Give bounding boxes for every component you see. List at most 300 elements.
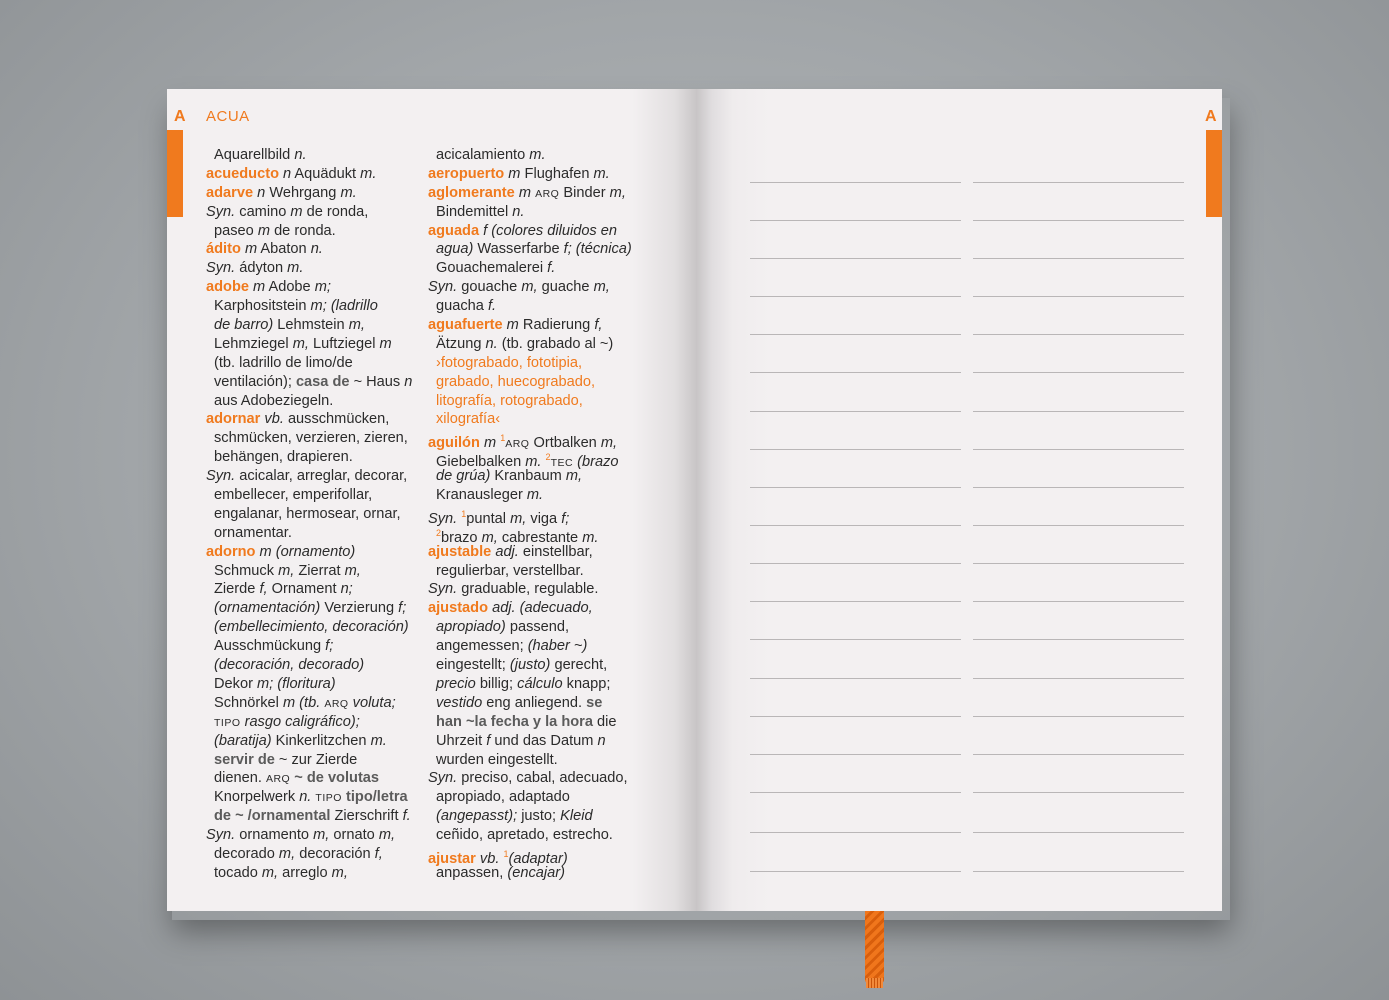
entry-text: n <box>404 373 413 390</box>
entry-line <box>428 486 632 505</box>
entry-line <box>206 599 412 618</box>
entry-text: wurden eingestellt. <box>436 751 558 768</box>
entry-text: m, <box>600 435 618 452</box>
entry-text: Aquädukt <box>294 165 357 182</box>
entry-text: Ortbalken <box>533 435 597 452</box>
entry-line <box>428 694 632 713</box>
entry-text: ajustado <box>428 600 489 617</box>
entry-line <box>428 354 632 373</box>
entry-text: Uhrzeit <box>436 732 483 749</box>
entry-line <box>428 807 632 826</box>
entry-text: 1 <box>503 848 509 859</box>
right-page <box>696 89 1222 911</box>
entry-text: Syn. <box>428 581 458 598</box>
entry-text: Giebelbalken <box>436 454 522 471</box>
note-line <box>750 525 961 526</box>
note-line <box>973 832 1184 833</box>
entry-text: (decoración, decorado) <box>214 657 365 674</box>
entry-text: puntal <box>466 510 507 527</box>
entry-text: die <box>597 713 617 730</box>
entry-text: litografía, rotograbado, <box>436 392 583 409</box>
entry-text: m, <box>278 845 296 862</box>
entry-text: ARQ <box>324 697 349 710</box>
entry-line <box>428 165 632 184</box>
entry-text: m, <box>344 562 361 579</box>
entry-text: f; (técnica) <box>563 241 632 258</box>
entry-text: ajustar <box>428 850 476 867</box>
entry-text: de barro) <box>214 317 274 334</box>
note-line <box>973 258 1184 259</box>
note-line <box>750 334 961 335</box>
dictionary-column-1 <box>206 146 412 883</box>
entry-text: Lehmziegel <box>214 335 289 352</box>
entry-text: m <box>508 165 521 182</box>
entry-text: f, <box>374 845 383 862</box>
note-line <box>973 411 1184 412</box>
entry-text: ceñido, apretado, estrecho. <box>436 827 613 844</box>
entry-text: Wehrgang <box>269 184 337 201</box>
entry-text: m. <box>526 487 544 504</box>
entry-text: servir de <box>214 751 275 768</box>
entry-line <box>428 599 632 618</box>
entry-text: Flughafen <box>524 165 590 182</box>
note-line <box>973 334 1184 335</box>
note-line <box>973 754 1184 755</box>
note-line <box>973 871 1184 872</box>
entry-line <box>206 656 412 675</box>
entry-text: ~ zur Zierde <box>278 751 358 768</box>
entry-text: m <box>257 222 270 239</box>
entry-line <box>428 713 632 732</box>
entry-line <box>428 505 632 527</box>
note-line <box>973 182 1184 183</box>
entry-text: ARQ <box>535 187 560 200</box>
entry-text: voluta; <box>352 694 396 711</box>
entry-text: adornar <box>206 411 261 428</box>
entry-text: Syn. <box>428 279 458 296</box>
entry-line <box>428 146 632 165</box>
entry-text: passend, <box>509 619 570 636</box>
entry-text: vestido <box>436 694 483 711</box>
note-line <box>750 487 961 488</box>
entry-text: de grúa) <box>436 468 491 485</box>
entry-text: m, <box>521 279 538 296</box>
entry-line <box>428 335 632 354</box>
entry-text: 2 <box>436 527 442 538</box>
entry-line <box>428 580 632 599</box>
entry-line <box>206 751 412 770</box>
entry-text: Zierschrift <box>334 808 399 825</box>
entry-line <box>428 675 632 694</box>
dictionary-column-2 <box>428 146 632 883</box>
entry-line <box>206 278 412 297</box>
note-line <box>750 716 961 717</box>
entry-line <box>428 316 632 335</box>
entry-line <box>428 448 632 471</box>
entry-text: m. <box>582 529 599 546</box>
note-line <box>973 716 1184 717</box>
entry-text: preciso, cabal, adecuado, <box>461 770 628 787</box>
note-line <box>973 220 1184 221</box>
entry-text: viga <box>530 510 558 527</box>
entry-text: paseo <box>214 222 254 239</box>
entry-text: decoración <box>299 845 371 862</box>
entry-text: Lehmstein <box>277 317 345 334</box>
entry-text: ádito <box>206 241 241 258</box>
entry-text: m, <box>261 864 279 881</box>
entry-text: han ~la fecha y la hora <box>436 713 593 730</box>
entry-text: ádyton <box>239 260 284 277</box>
entry-line <box>206 694 412 713</box>
entry-line <box>206 335 412 354</box>
entry-text: m <box>506 317 519 334</box>
entry-line <box>428 203 632 222</box>
entry-line <box>428 618 632 637</box>
entry-text: Syn. <box>206 203 236 220</box>
entry-text: n; <box>340 581 353 598</box>
entry-text: m <box>379 335 392 352</box>
entry-text: se <box>586 694 603 711</box>
entry-line <box>428 373 632 392</box>
entry-text: f <box>486 732 491 749</box>
entry-line <box>428 788 632 807</box>
entry-text: Radierung <box>522 317 591 334</box>
entry-line <box>428 562 632 581</box>
entry-line <box>206 203 412 222</box>
entry-text: m. <box>370 732 387 749</box>
entry-text: (colores diluidos en <box>491 222 618 239</box>
entry-text: Ornament <box>271 581 337 598</box>
entry-text: f, <box>259 581 268 598</box>
entry-line <box>428 751 632 770</box>
entry-text: TIPO <box>214 716 241 729</box>
entry-text: gouache <box>461 279 518 296</box>
entry-line <box>206 807 412 826</box>
note-line <box>973 792 1184 793</box>
entry-text: Abaton <box>260 241 307 258</box>
entry-text: (embellecimiento, decoración) <box>214 619 409 636</box>
entry-text: adorno <box>206 543 256 560</box>
entry-text: cabrestante <box>501 529 579 546</box>
entry-text: m, <box>565 468 583 485</box>
entry-text: einstellbar, <box>522 543 593 560</box>
entry-text: Syn. <box>428 510 458 527</box>
entry-text: (baratija) <box>214 732 272 749</box>
note-line <box>973 296 1184 297</box>
entry-text: m <box>244 241 258 258</box>
entry-text: aguilón <box>428 435 480 452</box>
entry-line <box>206 222 412 241</box>
entry-text: Gouachemalerei <box>436 260 544 277</box>
entry-text: precio <box>436 675 476 692</box>
entry-text: graduable, regulable. <box>461 581 599 598</box>
entry-text: Dekor <box>214 675 253 692</box>
entry-line <box>206 543 412 562</box>
entry-line <box>206 392 412 411</box>
entry-line <box>206 184 412 203</box>
entry-line <box>428 845 632 867</box>
entry-text: m. <box>340 184 357 201</box>
entry-line <box>206 505 412 524</box>
note-line <box>750 639 961 640</box>
entry-line <box>206 769 412 788</box>
entry-text: Syn. <box>206 827 236 844</box>
entry-text: m (tb. <box>282 694 321 711</box>
entry-text: ornato <box>333 827 375 844</box>
entry-text: (angepasst); <box>436 808 518 825</box>
note-line <box>750 372 961 373</box>
entry-text: Schmuck <box>214 562 275 579</box>
entry-text: (haber ~) <box>527 638 588 655</box>
bookmark-ribbon <box>865 911 884 983</box>
entry-text: Wasserfarbe <box>477 241 560 258</box>
entry-text: m <box>290 203 303 220</box>
entry-text: n. <box>310 241 323 258</box>
entry-text: n. <box>294 147 307 163</box>
entry-text: tocado <box>214 864 258 881</box>
note-line <box>750 411 961 412</box>
entry-line <box>428 864 632 883</box>
entry-text: aeropuerto <box>428 165 505 182</box>
entry-text: Verzierung <box>324 600 395 617</box>
entry-text: (adaptar) <box>508 850 568 867</box>
entry-text: engalanar, hermosear, ornar, <box>214 505 401 522</box>
entry-text: embellecer, emperifollar, <box>214 487 373 504</box>
note-line <box>750 182 961 183</box>
entry-text: angemessen; <box>436 638 524 655</box>
entry-line <box>206 486 412 505</box>
entry-text: (ornamentación) <box>214 600 321 617</box>
entry-text: ausschmücken, <box>287 411 390 428</box>
entry-line <box>428 410 632 429</box>
note-line <box>973 639 1184 640</box>
note-line <box>973 601 1184 602</box>
note-line <box>750 832 961 833</box>
entry-text: agua) <box>436 241 474 258</box>
entry-line <box>428 278 632 297</box>
note-line <box>750 871 961 872</box>
entry-text: Zierde <box>214 581 256 598</box>
entry-line <box>428 826 632 845</box>
entry-text: tipo/letra <box>346 789 408 806</box>
entry-text: apropiado, adaptado <box>436 789 570 806</box>
entry-text: m, <box>278 562 295 579</box>
entry-text: aglomerante <box>428 184 515 201</box>
entry-text: regulierbar, verstellbar. <box>436 562 584 579</box>
entry-text: decorado <box>214 845 275 862</box>
entry-text: und das Datum <box>494 732 594 749</box>
entry-line <box>206 826 412 845</box>
entry-text: m, <box>378 827 396 844</box>
entry-text: (encajar) <box>507 864 566 881</box>
entry-text: Binder <box>563 184 606 201</box>
note-line <box>750 449 961 450</box>
entry-text: Kleid <box>560 808 593 825</box>
entry-text: m, <box>292 335 309 352</box>
note-line <box>973 678 1184 679</box>
entry-text: Bindemittel <box>436 203 509 220</box>
entry-text: f; <box>398 600 407 617</box>
entry-text: f, <box>594 317 603 334</box>
note-line <box>750 296 961 297</box>
entry-text: Karphositstein <box>214 298 307 315</box>
entry-text: Kranausleger <box>436 487 523 504</box>
entry-text: xilografía‹ <box>436 411 501 428</box>
note-line <box>973 525 1184 526</box>
entry-text: Syn. <box>206 260 236 277</box>
entry-line <box>206 618 412 637</box>
entry-text: (justo) <box>509 657 551 674</box>
entry-text: dienen. <box>214 770 262 787</box>
left-thumb-tab <box>167 130 183 217</box>
entry-line <box>206 675 412 694</box>
entry-text: f. <box>547 260 556 277</box>
entry-text: m. <box>360 165 377 182</box>
entry-text: (adecuado, <box>519 600 593 617</box>
entry-line <box>206 713 412 732</box>
note-line <box>973 487 1184 488</box>
entry-line <box>206 562 412 581</box>
entry-text: Kranbaum <box>494 468 562 485</box>
entry-text: Kinkerlitzchen <box>275 732 367 749</box>
entry-text: m; (ladrillo <box>310 298 378 315</box>
entry-line <box>428 656 632 675</box>
entry-line <box>428 543 632 562</box>
entry-text: anpassen, <box>436 864 504 881</box>
entry-text: TIPO <box>315 792 342 805</box>
entry-text: aguada <box>428 222 480 239</box>
note-line <box>750 792 961 793</box>
entry-text: m <box>253 279 266 296</box>
entry-text: grabado, huecograbado, <box>436 373 596 390</box>
left-thumb-letter: A <box>174 108 186 125</box>
entry-line <box>206 297 412 316</box>
entry-text: ~ de volutas <box>294 770 380 787</box>
note-line <box>750 678 961 679</box>
entry-text: m, <box>593 279 610 296</box>
entry-text: Syn. <box>206 468 236 485</box>
entry-text: Ausschmückung <box>214 638 322 655</box>
entry-text: 1 <box>461 508 467 519</box>
entry-line <box>206 165 412 184</box>
entry-text: Adobe <box>268 279 311 296</box>
entry-text: f; <box>325 638 334 655</box>
entry-text: Syn. <box>428 770 458 787</box>
entry-line <box>206 467 412 486</box>
note-line <box>973 372 1184 373</box>
entry-text: m; <box>257 675 274 692</box>
entry-text: knapp; <box>566 675 611 692</box>
entry-text: Aquarellbild <box>214 147 291 163</box>
entry-text: ARQ <box>265 773 291 786</box>
entry-text: m, <box>331 864 348 881</box>
entry-text: ventilación); <box>214 373 292 390</box>
note-line <box>750 220 961 221</box>
entry-line <box>206 788 412 807</box>
entry-text: Ätzung <box>436 335 482 352</box>
bookmark-ribbon-end <box>866 978 883 988</box>
note-line <box>750 563 961 564</box>
entry-text: eng anliegend. <box>482 694 583 711</box>
entry-line <box>206 580 412 599</box>
entry-text: f. <box>487 298 497 315</box>
entry-line <box>206 637 412 656</box>
entry-text: m. <box>593 165 610 182</box>
entry-text: n. <box>512 203 525 220</box>
entry-line <box>428 524 632 546</box>
entry-text: m <box>259 543 272 560</box>
entry-line <box>206 524 412 543</box>
right-thumb-letter: A <box>1205 108 1217 125</box>
note-line <box>750 601 961 602</box>
entry-text: 1 <box>500 433 506 444</box>
entry-text: Zierrat <box>298 562 341 579</box>
entry-text: acueducto <box>206 165 279 182</box>
entry-text: m, <box>348 317 365 334</box>
entry-line <box>206 373 412 392</box>
entry-line <box>206 448 412 467</box>
entry-text: adobe <box>206 279 249 296</box>
entry-text: f <box>483 222 488 239</box>
entry-line <box>206 259 412 278</box>
entry-text: rasgo caligráfico); <box>244 713 360 730</box>
entry-text: guache <box>541 279 590 296</box>
entry-text: f. <box>402 808 411 825</box>
entry-text: m. <box>525 454 542 471</box>
entry-text: cálculo <box>517 675 563 692</box>
entry-line <box>428 637 632 656</box>
entry-text: de ronda, <box>306 203 369 220</box>
entry-line <box>206 146 412 165</box>
entry-text: ~ Haus <box>353 373 401 390</box>
entry-text: (tb. ladrillo de limo/de <box>214 354 353 371</box>
entry-text: (floritura) <box>277 675 336 692</box>
entry-line <box>428 259 632 278</box>
entry-line <box>206 240 412 259</box>
entry-line <box>428 769 632 788</box>
entry-text: m, <box>481 529 498 546</box>
entry-text: de ~ /ornamental <box>214 808 331 825</box>
entry-text: aus Adobeziegeln. <box>214 392 334 409</box>
entry-text: vb. <box>264 411 284 428</box>
entry-text: eingestellt; <box>436 657 506 674</box>
entry-text: Schnörkel <box>214 694 279 711</box>
entry-line <box>428 392 632 411</box>
entry-text: billig; <box>479 675 514 692</box>
entry-text: (brazo <box>577 454 619 471</box>
entry-text: behängen, drapieren. <box>214 449 353 466</box>
entry-line <box>206 316 412 335</box>
entry-line <box>428 732 632 751</box>
entry-line <box>428 429 632 452</box>
entry-text: 2 <box>545 452 551 463</box>
entry-line <box>428 297 632 316</box>
entry-text: camino <box>239 203 287 220</box>
entry-text: ›fotograbado, fototipia, <box>436 354 583 371</box>
entry-text: (ornamento) <box>275 543 356 560</box>
entry-text: ajustable <box>428 543 492 560</box>
entry-line <box>206 845 412 864</box>
entry-text: n <box>597 732 606 749</box>
entry-text: n <box>257 184 266 201</box>
entry-text: vb. <box>479 850 500 867</box>
entry-text: gerecht, <box>554 657 608 674</box>
entry-text: m; <box>314 279 331 296</box>
entry-text: Luftziegel <box>312 335 376 352</box>
entry-text: adj. <box>492 600 516 617</box>
entry-line <box>428 240 632 259</box>
entry-text: m <box>518 184 532 201</box>
